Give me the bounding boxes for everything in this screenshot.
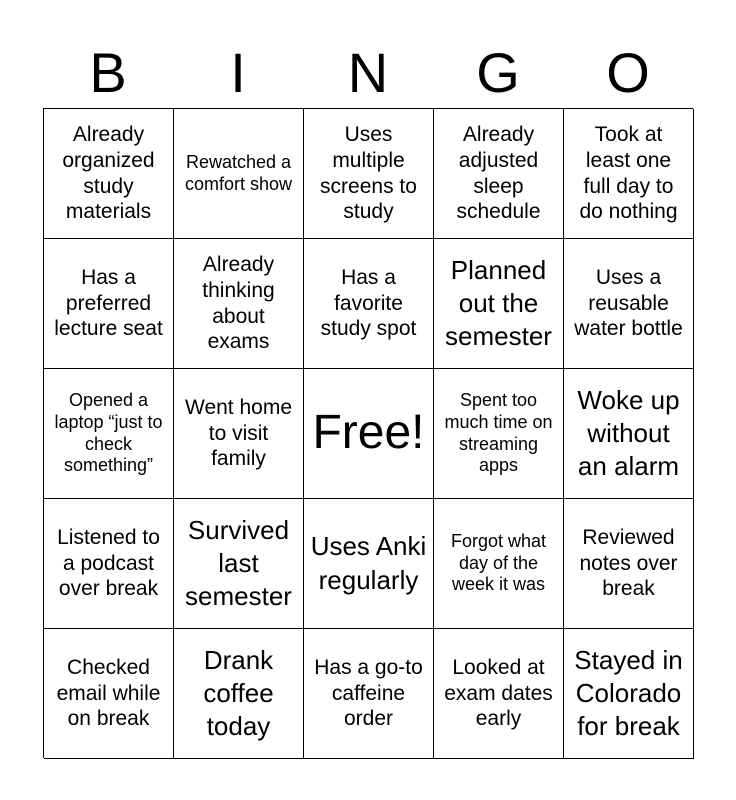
bingo-cell[interactable]	[44, 499, 174, 629]
cell-text: Already thinking about exams	[202, 253, 275, 354]
cell-text: Has a favorite study spot	[320, 266, 417, 341]
bingo-cell[interactable]	[434, 369, 564, 499]
cell-text: Drank coffee today	[203, 644, 274, 742]
bingo-cell[interactable]	[564, 499, 694, 629]
bingo-cell[interactable]	[564, 109, 694, 239]
bingo-cell[interactable]	[44, 109, 174, 239]
bingo-cell[interactable]	[564, 239, 694, 369]
cell-text: Checked email while on break	[56, 656, 161, 731]
bingo-cell[interactable]	[174, 109, 304, 239]
cell-text: Listened to a podcast over break	[57, 526, 160, 601]
bingo-cell[interactable]	[174, 629, 304, 759]
free-space-label: Free!	[312, 406, 425, 460]
cell-text: Spent too much time on streaming apps	[444, 389, 553, 476]
bingo-header	[43, 38, 693, 108]
bingo-cell[interactable]	[174, 239, 304, 369]
header-letter-i: I	[230, 41, 246, 104]
bingo-grid	[43, 108, 693, 758]
bingo-cell[interactable]	[434, 109, 564, 239]
bingo-cell[interactable]	[44, 239, 174, 369]
cell-text: Took at least one full day to do nothing	[579, 123, 678, 224]
bingo-cell[interactable]	[304, 239, 434, 369]
bingo-cell[interactable]	[304, 629, 434, 759]
cell-text: Uses Anki regularly	[310, 531, 427, 595]
header-letter-b: B	[89, 41, 127, 104]
cell-text: Rewatched a comfort show	[184, 151, 293, 194]
header-letter-n: N	[347, 41, 389, 104]
bingo-cell[interactable]	[304, 499, 434, 629]
cell-text: Stayed in Colorado for break	[574, 644, 683, 742]
cell-text: Opened a laptop “just to check something”	[54, 389, 163, 476]
cell-text: Looked at exam dates early	[444, 656, 553, 731]
header-letter-o: O	[606, 41, 650, 104]
cell-text: Forgot what day of the week it was	[450, 530, 547, 595]
bingo-cell[interactable]	[434, 629, 564, 759]
cell-text: Survived last semester	[185, 514, 292, 612]
bingo-cell[interactable]	[174, 369, 304, 499]
cell-text: Went home to visit family	[185, 396, 292, 471]
cell-text: Reviewed notes over break	[579, 526, 678, 601]
bingo-cell[interactable]	[304, 109, 434, 239]
free-space-cell[interactable]	[304, 369, 434, 499]
bingo-cell[interactable]	[434, 239, 564, 369]
bingo-cell[interactable]	[564, 369, 694, 499]
bingo-cell[interactable]	[434, 499, 564, 629]
header-letter-g: G	[476, 41, 520, 104]
cell-text: Uses multiple screens to study	[320, 123, 417, 224]
cell-text: Already adjusted sleep schedule	[456, 123, 541, 224]
cell-text: Already organized study materials	[62, 123, 155, 224]
cell-text: Planned out the semester	[445, 254, 552, 352]
cell-text: Woke up without an alarm	[577, 384, 680, 482]
cell-text: Uses a reusable water bottle	[574, 266, 683, 341]
cell-text: Has a go-to caffeine order	[314, 656, 423, 731]
bingo-cell[interactable]	[174, 499, 304, 629]
cell-text: Has a preferred lecture seat	[54, 266, 163, 341]
bingo-cell[interactable]	[44, 369, 174, 499]
bingo-cell[interactable]	[564, 629, 694, 759]
bingo-cell[interactable]	[44, 629, 174, 759]
